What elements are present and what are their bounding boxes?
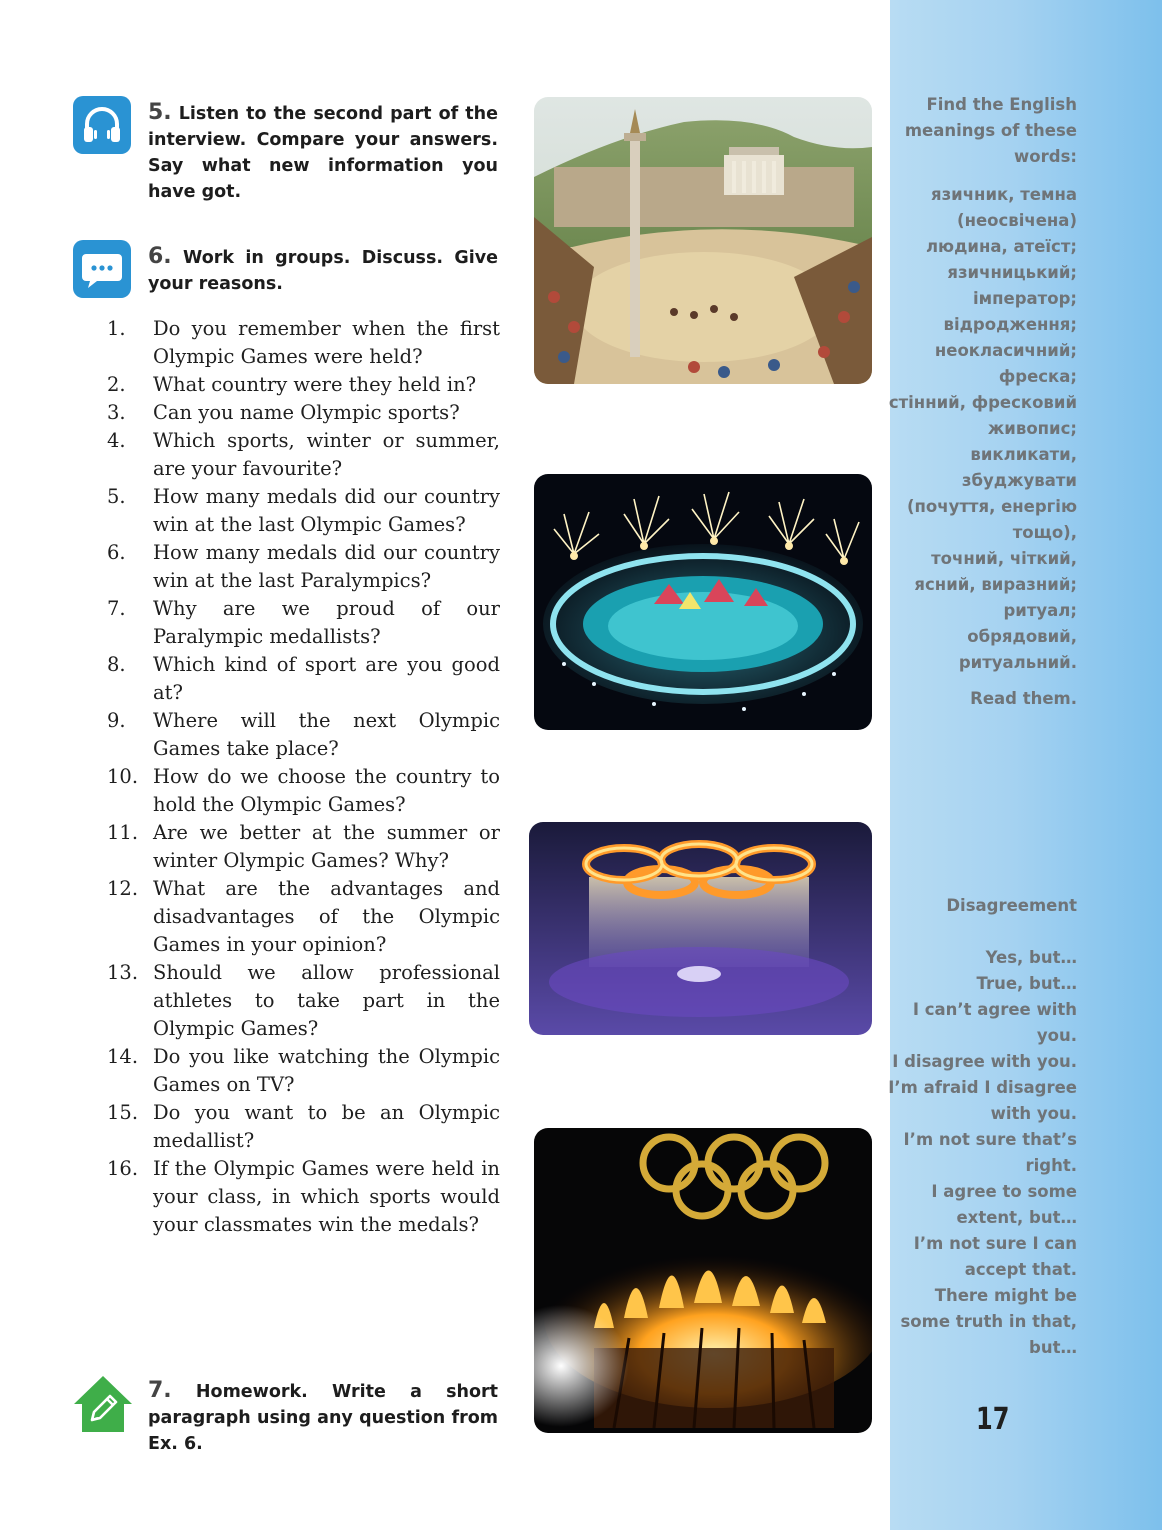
question-text: How many medals did our country win at the last Paralympics? [153,541,500,592]
question-item [105,819,500,875]
vocab-word-line: точний, чіткий, [931,549,1077,568]
question-list [105,315,500,1239]
question-item [105,763,500,819]
question-text: How do we choose the country to hold the Olympic Games? [153,765,500,816]
question-text: Can you name Olympic sports? [153,401,460,424]
exercise-5-instruction: 5. Listen to the second part of the interview. Compare your answers. Say what new information you have got. [148,100,498,202]
vocab-word-line: язичник, темна [930,185,1077,204]
disagreement-phrase-line: you. [1036,1026,1077,1045]
vocab-word-line: (почуття, енергію [906,497,1077,516]
question-item [105,399,500,427]
question-text: Are we better at the summer or winter Olympic Games? Why? [153,821,500,872]
question-item [105,1155,500,1239]
exercise-6-instruction: 6. Work in groups. Discuss. Give your reasons. [148,244,499,294]
question-number: 6. [107,541,126,564]
stadium-fireworks-photo [534,474,872,730]
question-item [105,1099,500,1155]
question-item [105,875,500,959]
vocab-word-line: обрядовий, [967,627,1077,646]
vocab-word-line: імператор; [973,289,1077,308]
vocab-word-line: живопис; [987,419,1077,438]
question-text: Should we allow professional athletes to take part in the Olympic Games? [153,961,500,1040]
question-number: 14. [107,1045,139,1068]
question-item [105,539,500,595]
question-text: Do you want to be an Olympic medallist? [153,1101,500,1152]
question-text: Which sports, winter or summer, are your favourite? [153,429,500,480]
disagreement-phrase-line: I’m not sure that’s [903,1130,1077,1149]
question-text: How many medals did our country win at the last Olympic Games? [153,485,500,536]
question-number: 8. [107,653,126,676]
question-item [105,651,500,707]
question-item [105,1043,500,1099]
question-item [105,483,500,539]
disagreement-phrase-line: some truth in that, [900,1312,1077,1331]
vocab-word-line: ритуальний. [958,653,1077,672]
vocab-word-line: фреска; [998,367,1077,386]
olympic-rings-cauldron-photo [534,1128,872,1433]
question-item [105,707,500,763]
vocab-word-line: тощо), [1012,523,1077,542]
question-number: 13. [107,961,139,984]
question-text: Why are we proud of our Paralympic medallists? [153,597,500,648]
question-number: 5. [107,485,126,508]
question-text: What country were they held in? [153,373,477,396]
vocab-heading: Find the English meanings of these words: [904,95,1077,166]
question-item [105,371,500,399]
vocab-word-line: неокласичний; [934,341,1077,360]
disagreement-phrase-line: There might be [934,1286,1077,1305]
vocab-word-line: відродження; [943,315,1077,334]
question-number: 9. [107,709,126,732]
vocab-read-instruction: Read them. [970,689,1077,708]
disagreement-phrase-line: but… [1029,1338,1077,1357]
exercise-7-instruction: 7. Homework. Write a short paragraph using any question from Ex. 6. [148,1378,499,1454]
question-text: Do you like watching the Olympic Games on TV? [153,1045,500,1096]
disagreement-phrase-line: right. [1025,1156,1077,1175]
disagreement-phrase-line: extent, but… [956,1208,1077,1227]
question-item [105,315,500,371]
question-number: 16. [107,1157,139,1180]
disagreement-phrase-line: I disagree with you. [892,1052,1077,1071]
question-number: 1. [107,317,126,340]
disagreement-phrase-line: True, but… [976,974,1077,993]
question-text: If the Olympic Games were held in your class, in which sports would your classmates win the medals? [153,1157,500,1236]
disagreement-phrase-line: I’m not sure I can [913,1234,1077,1253]
disagreement-heading: Disagreement [946,896,1077,915]
question-number: 15. [107,1101,139,1124]
headphones-icon [73,96,131,154]
vocab-word-line: ясний, виразний; [914,575,1077,594]
question-number: 4. [107,429,126,452]
vocab-word-line: викликати, [970,445,1077,464]
disagreement-phrase-line: Yes, but… [985,948,1077,967]
vocab-word-line: (неосвічена) [957,211,1077,230]
disagreement-phrase-line: with you. [990,1104,1077,1123]
question-number: 10. [107,765,139,788]
question-number: 3. [107,401,126,424]
question-item [105,959,500,1043]
disagreement-phrase-line: accept that. [964,1260,1077,1279]
question-number: 12. [107,877,139,900]
question-text: Where will the next Olympic Games take place? [153,709,500,760]
disagreement-phrase-line: I can’t agree with [912,1000,1077,1019]
question-text: Which kind of sport are you good at? [153,653,500,704]
disagreement-phrase-line: I’m afraid I disagree [888,1078,1077,1097]
vocab-word-line: людина, атеїст; [925,237,1077,256]
question-text: What are the advantages and disadvantages of the Olympic Games in your opinion? [153,877,500,956]
ancient-olympics-fresco-photo [534,97,872,384]
question-number: 7. [107,597,126,620]
question-number: 2. [107,373,126,396]
vocab-word-line: стінний, фресковий [888,393,1077,412]
vocab-word-line: збуджувати [961,471,1077,490]
vocab-word-line: ритуал; [1003,601,1077,620]
page-number: 17 [976,1402,1010,1437]
chat-bubble-icon [73,240,131,298]
question-item [105,427,500,483]
burning-olympic-rings-photo [529,822,872,1035]
question-number: 11. [107,821,139,844]
question-text: Do you remember when the first Olympic Games were held? [153,317,500,368]
question-item [105,595,500,651]
vocab-word-line: язичницький; [947,263,1077,282]
disagreement-phrase-line: I agree to some [931,1182,1077,1201]
home-pencil-icon [72,1374,134,1436]
